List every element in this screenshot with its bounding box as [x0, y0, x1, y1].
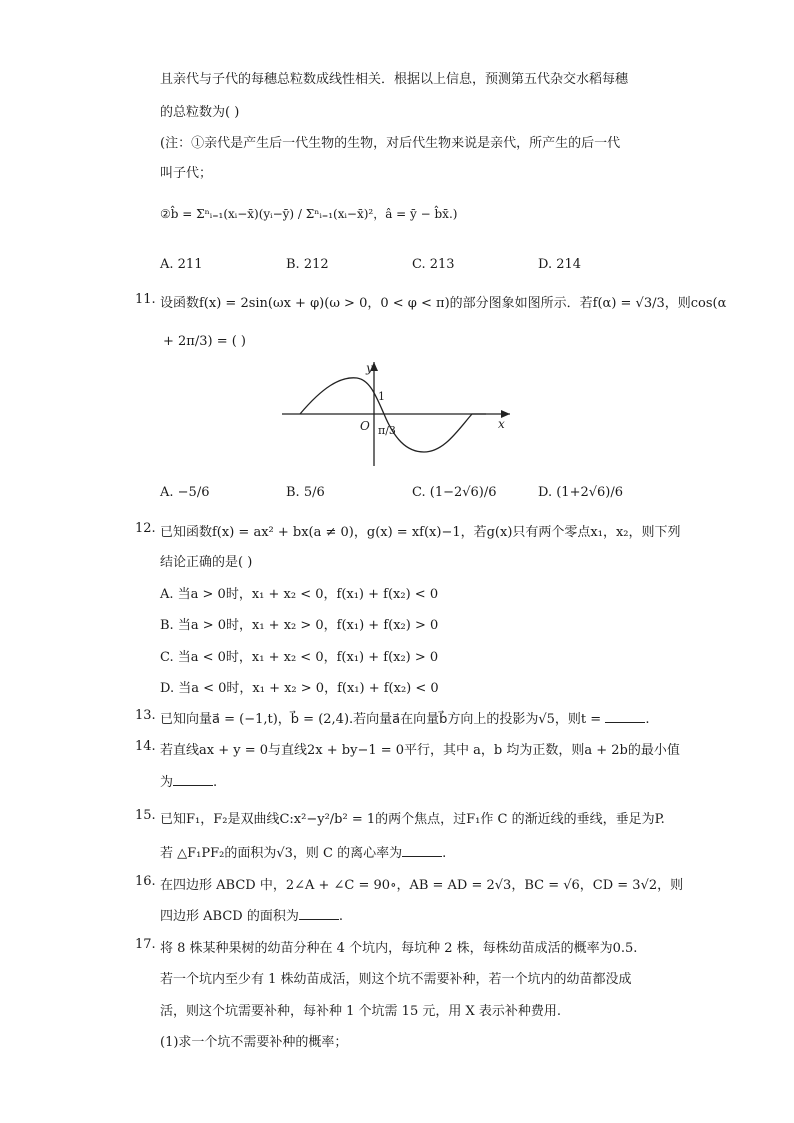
q10-note1: (注：①亲代是产生后一代生物的生物，对后代生物来说是亲代，所产生的后一代 [160, 136, 621, 151]
q15-text2 [160, 842, 446, 861]
q17-line2: 若一个坑内至少有 1 株幼苗成活，则这个坑不需要补种，若一个坑内的幼苗都没成 [160, 972, 632, 987]
q11-option-c: C. (1−2√6)/6 [412, 485, 497, 500]
q13-number: 13. [135, 708, 156, 723]
q17-line3: 活，则这个坑需要补种，每补种 1 个坑需 15 元，用 X 表示补种费用. [160, 1004, 561, 1019]
graph-origin-label: O [360, 419, 370, 433]
q16-end: . [338, 909, 343, 924]
q14-text2 [160, 771, 217, 790]
q15-line1: 已知F₁，F₂是双曲线C:x²−y²/b² = 1的两个焦点，过F₁作 C 的渐近线的垂线，垂足为P. [160, 812, 665, 827]
q10-option-b: B. 212 [286, 257, 329, 272]
q15-end: . [442, 846, 447, 861]
q16-line2: 四边形 ABCD 的面积为 [160, 909, 299, 924]
q16-text2 [160, 905, 343, 924]
q10-line2: 的总粒数为( ) [160, 105, 240, 120]
graph-x-tick: π/3 [378, 424, 396, 437]
q15-line2: 若 △F₁PF₂的面积为√3，则 C 的离心率为 [160, 846, 403, 861]
q16-answer-blank[interactable] [299, 907, 339, 920]
q12-option-c: C. 当a < 0时，x₁ + x₂ < 0，f(x₁) + f(x₂) > 0 [160, 650, 439, 665]
q14-line2: 为 [160, 775, 174, 790]
graph-x-label: x [498, 417, 505, 431]
q10-option-d: D. 214 [538, 257, 582, 272]
q14-number: 14. [135, 739, 156, 754]
q11-option-d: D. (1+2√6)/6 [538, 485, 624, 500]
q11-option-a: A. −5/6 [160, 485, 210, 500]
graph-y-label: y [366, 361, 373, 375]
sine-graph [282, 358, 514, 470]
q14-answer-blank[interactable] [173, 773, 213, 786]
q12-line2: 结论正确的是( ) [160, 555, 253, 570]
q10-formula: ②b̂ = Σⁿᵢ₌₁(xᵢ−x̄)(yᵢ−ȳ) / Σⁿᵢ₌₁(xᵢ−x̄)²，â = ȳ − b̂x̄.) [160, 207, 458, 221]
q17-line1: 将 8 株某种果树的幼苗分种在 4 个坑内，每坑种 2 株，每株幼苗成活的概率为0.5. [160, 941, 638, 956]
q11-line2: + 2π/3) = ( ) [163, 334, 246, 349]
q13-text [160, 708, 649, 727]
q17-number: 17. [135, 937, 156, 952]
q11-number: 11. [135, 292, 156, 307]
q13-line1: 已知向量a⃗ = (−1,t)，b⃗ = (2,4).若向量a⃗在向量b⃗方向上的投影为√5，则t = [160, 712, 602, 727]
q13-end: . [645, 712, 650, 727]
q14-end: . [213, 775, 218, 790]
q10-option-c: C. 213 [412, 257, 455, 272]
q10-line1: 且亲代与子代的每穗总粒数成线性相关．根据以上信息，预测第五代杂交水稻每穗 [160, 72, 629, 87]
q17-line4: (1)求一个坑不需要补种的概率； [160, 1035, 348, 1050]
q12-option-a: A. 当a > 0时，x₁ + x₂ < 0，f(x₁) + f(x₂) < 0 [160, 587, 439, 602]
q12-option-b: B. 当a > 0时，x₁ + x₂ > 0，f(x₁) + f(x₂) > 0 [160, 618, 439, 633]
q12-number: 12. [135, 521, 156, 536]
q15-answer-blank[interactable] [402, 844, 442, 857]
q13-answer-blank[interactable] [605, 710, 645, 723]
q16-line1: 在四边形 ABCD 中，2∠A + ∠C = 90∘，AB = AD = 2√3，BC = √6，CD = 3√2，则 [160, 878, 684, 893]
q10-option-a: A. 211 [160, 257, 203, 272]
q14-line1: 若直线ax + y = 0与直线2x + by−1 = 0平行，其中 a，b 均为正数，则a + 2b的最小值 [160, 743, 680, 758]
q12-option-d: D. 当a < 0时，x₁ + x₂ > 0，f(x₁) + f(x₂) < 0 [160, 681, 439, 696]
q11-line1: 设函数f(x) = 2sin(ωx + φ)(ω > 0，0 < φ < π)的部分图象如图所示．若f(α) = √3/3，则cos(α [160, 296, 727, 311]
q10-note2: 叫子代； [160, 166, 213, 181]
q12-line1: 已知函数f(x) = ax² + bx(a ≠ 0)，g(x) = xf(x)−1，若g(x)只有两个零点x₁，x₂，则下列 [160, 525, 681, 540]
q11-option-b: B. 5/6 [286, 485, 325, 500]
q15-number: 15. [135, 808, 156, 823]
q16-number: 16. [135, 874, 156, 889]
graph-y-tick: 1 [378, 390, 385, 403]
